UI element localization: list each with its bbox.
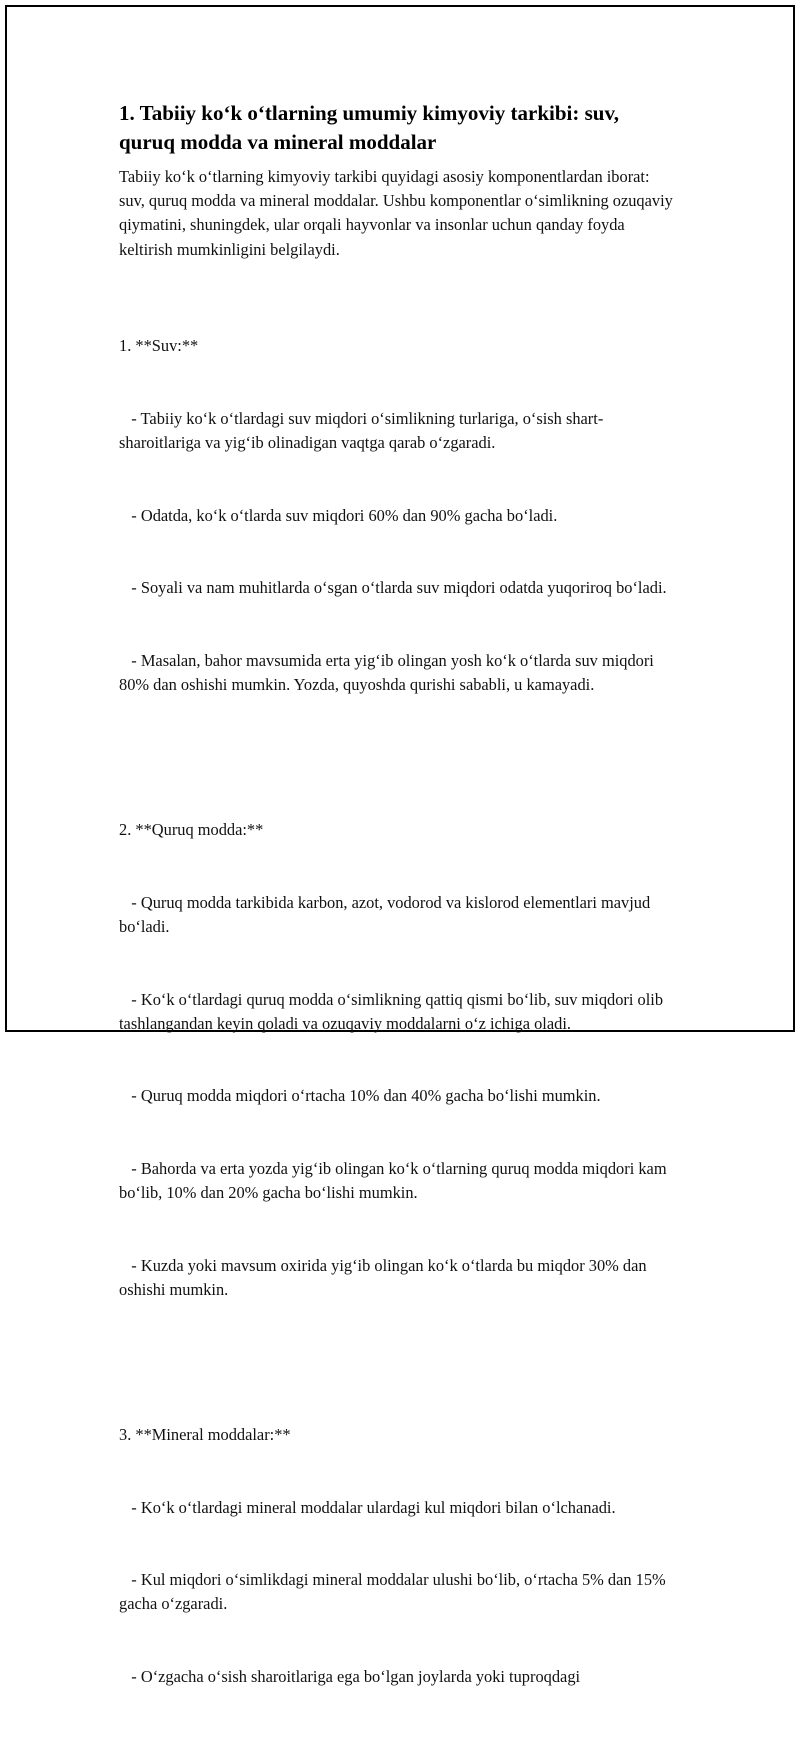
section-title: 1. **Suv:** [119, 336, 199, 356]
list-item: - Koʻk oʻtlardagi mineral moddalar ulardagi kul miqdori bilan oʻlchanadi. [119, 1497, 616, 1517]
section-water [119, 286, 679, 746]
list-item: - Quruq modda tarkibida karbon, azot, vodorod va kislorod elementlari mavjud boʻladi. [119, 892, 655, 936]
list-item: - Kul miqdori oʻsimlikdagi mineral moddalar ulushi boʻlib, oʻrtacha 5% dan 15% gacha oʻzgaradi. [119, 1570, 670, 1614]
document-page [5, 5, 795, 1686]
section-dry-matter [119, 770, 679, 1351]
list-item: - Oʻzgacha oʻsish sharoitlariga ega boʻlgan joylarda yoki tuproqdagi [119, 1666, 581, 1686]
list-item: - Koʻk oʻtlardagi quruq modda oʻsimlikning qattiq qismi boʻlib, suv miqdori olib tashlangandan keyin qoladi va ozuqaviy moddalarni oʻz ichiga oladi. [119, 989, 668, 1033]
list-item: - Bahorda va erta yozda yigʻib olingan koʻk oʻtlarning quruq modda miqdori kam boʻlib, 10% dan 20% gacha boʻlishi mumkin. [119, 1158, 671, 1203]
section-minerals [119, 1375, 679, 1738]
intro-paragraph: Tabiiy koʻk oʻtlarning kimyoviy tarkibi quyidagi asosiy komponentlardan iborat: suv, quruq modda va mineral moddalar. Ushbu komponentlar oʻsimlikning ozuqaviy qiymatini, shuningdek, ular orqali hayvonlar va insonlar uchun qanday foyda keltirish mumkinligini belgilaydi. [119, 167, 673, 259]
list-item: - Odatda, koʻk oʻtlarda suv miqdori 60% dan 90% gacha boʻladi. [119, 505, 558, 525]
list-item: - Kuzda yoki mavsum oxirida yigʻib olingan koʻk oʻtlarda bu miqdor 30% dan oshishi mumkin. [119, 1255, 651, 1299]
list-item: - Masalan, bahor mavsumida erta yigʻib olingan yosh koʻk oʻtlarda suv miqdori 80% dan oshishi mumkin. Yozda, quyoshda qurishi sababli, u kamayadi. [119, 650, 658, 695]
section-title: 3. **Mineral moddalar:** [119, 1424, 291, 1444]
list-item: - Tabiiy koʻk oʻtlardagi suv miqdori oʻsimlikning turlariga, oʻsish shart-sharoitlariga va yigʻib olinadigan vaqtga qarab oʻzgaradi. [119, 408, 604, 453]
document-content [119, 99, 679, 1762]
document-heading: 1. Tabiiy koʻk oʻtlarning umumiy kimyoviy tarkibi: suv, quruq modda va mineral moddalar [119, 101, 620, 154]
list-item: - Quruq modda miqdori oʻrtacha 10% dan 40% gacha boʻlishi mumkin. [119, 1086, 601, 1106]
list-item: - Soyali va nam muhitlarda oʻsgan oʻtlarda suv miqdori odatda yuqoriroq boʻladi. [119, 578, 667, 598]
section-title: 2. **Quruq modda:** [119, 820, 264, 840]
